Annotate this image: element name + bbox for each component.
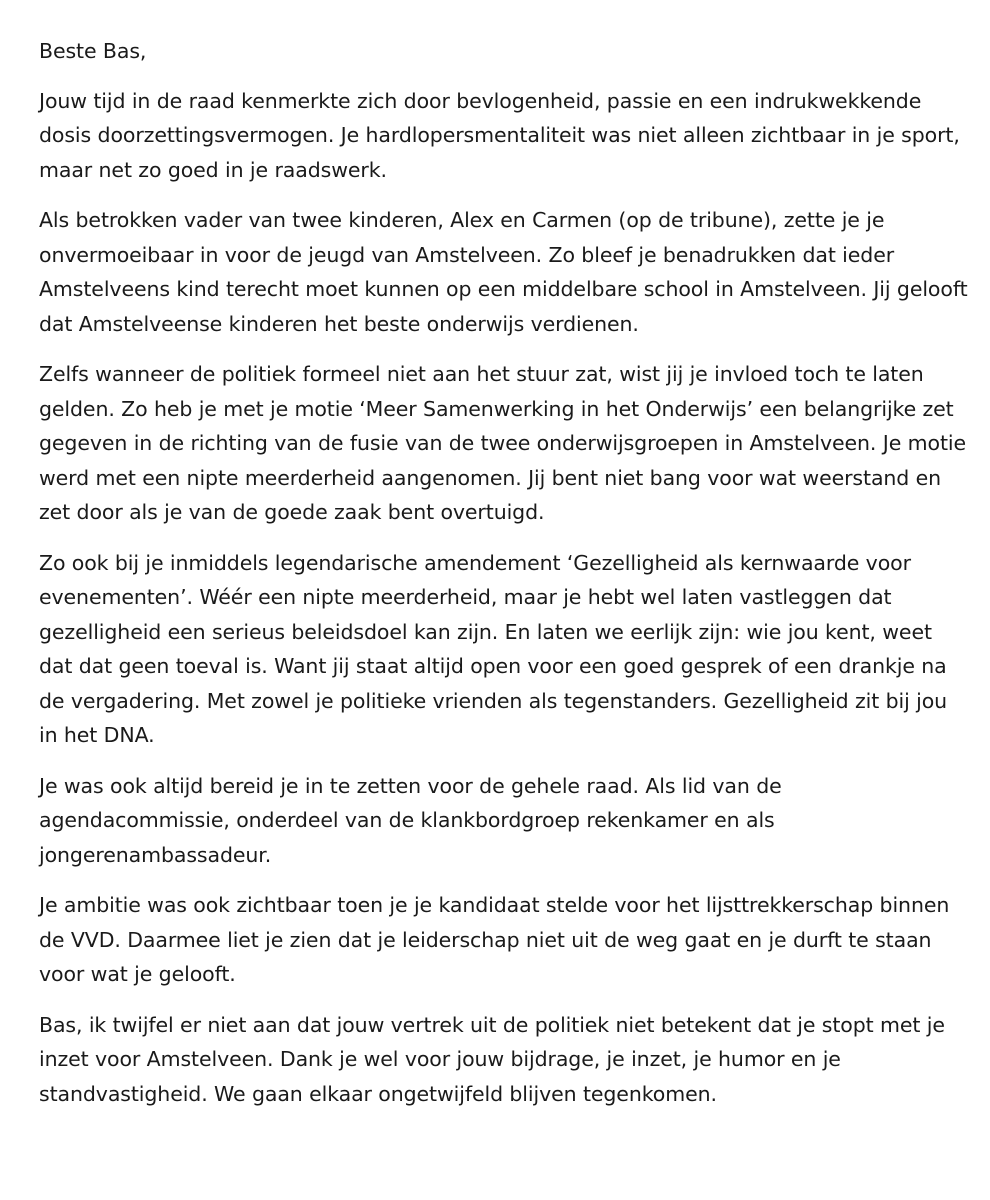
- paragraph-ambitie: Je ambitie was ook zichtbaar toen je je kandidaat stelde voor het lijsttrekkerschap binnen de VVD. Daarmee liet je zien dat je leiderschap niet uit de weg gaat en je durft te staan voor wat je gelooft.: [39, 893, 950, 986]
- salutation: Beste Bas,: [39, 39, 147, 63]
- letter-body: [39, 34, 969, 1127]
- paragraph-commissies: Je was ook altijd bereid je in te zetten voor de gehele raad. Als lid van de agendacommissie, onderdeel van de klankbordgroep rekenkamer en als jongerenambassadeur.: [39, 773, 782, 867]
- paragraph-jeugd: Als betrokken vader van twee kinderen, Alex en Carmen (op de tribune), zette je je onvermoeibaar in voor de jeugd van Amstelveen. Zo bleef je benadrukken dat ieder Amstelveens kind terecht moet kunnen op een middelbare school in Amstelveen. Jij gelooft dat Amstelveense kinderen het beste onderwijs verdienen.: [39, 208, 968, 336]
- paragraph-raad: Jouw tijd in de raad kenmerkte zich door bevlogenheid, passie en een indrukwekkende dosis doorzettingsvermogen. Je hardlopersmentaliteit was niet alleen zichtbaar in je sport, maar net zo goed in je raadswerk.: [39, 88, 960, 182]
- paragraph-motie: Zelfs wanneer de politiek formeel niet aan het stuur zat, wist jij je invloed toch te laten gelden. Zo heb je met je motie ‘Meer Samenwerking in het Onderwijs’ een belangrijke zet gegeven in de richting van de fusie van de twee onderwijsgroepen in Amstelveen. Je motie werd met een nipte meerderheid aangenomen. Jij bent niet bang voor wat weerstand en zet door als je van de goede zaak bent overtuigd.: [39, 362, 966, 524]
- paragraph-afsluiting: Bas, ik twijfel er niet aan dat jouw vertrek uit de politiek niet betekent dat je stopt met je inzet voor Amstelveen. Dank je wel voor jouw bijdrage, je inzet, je humor en je standvastigheid. We gaan elkaar ongetwijfeld blijven tegenkomen.: [39, 1012, 945, 1106]
- paragraph-amendement: Zo ook bij je inmiddels legendarische amendement ‘Gezelligheid als kernwaarde voor evenementen’. Wéér een nipte meerderheid, maar je hebt wel laten vastleggen dat gezelligheid een serieus beleidsdoel kan zijn. En laten we eerlijk zijn: wie jou kent, weet dat dat geen toeval is. Want jij staat altijd open voor een goed gesprek of een drankje na de vergadering. Met zowel je politieke vrienden als tegenstanders. Gezelligheid zit bij jou in het DNA.: [39, 550, 948, 747]
